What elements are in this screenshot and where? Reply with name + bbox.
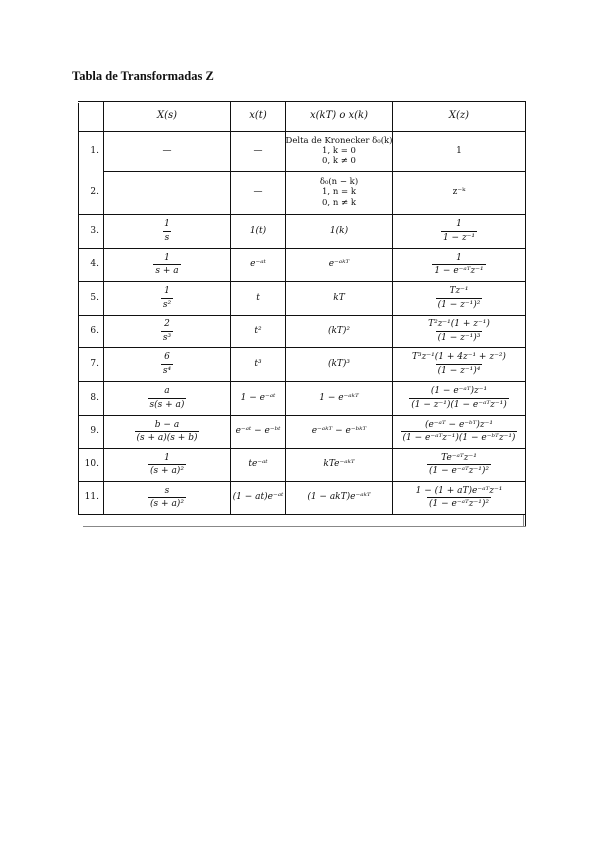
fraction-numerator: 2 xyxy=(164,319,170,330)
cell-xt: 1 − e⁻ᵃᵗ xyxy=(240,392,276,403)
cell-xs xyxy=(104,347,230,381)
fraction xyxy=(409,386,508,410)
cell-xz xyxy=(393,381,525,415)
row-number: 5. xyxy=(90,292,99,303)
fraction xyxy=(161,352,173,376)
cell-xz: z⁻ᵏ xyxy=(452,187,466,198)
fraction-numerator: 1 xyxy=(164,219,170,230)
cell-xk: e⁻ᵃᵏᵀ − e⁻ᵇᵏᵀ xyxy=(311,426,367,437)
row-number: 9. xyxy=(90,426,99,437)
fraction-denominator: (1 − z⁻¹)³ xyxy=(437,332,481,343)
row-number: 8. xyxy=(90,392,99,403)
cell-xt: t³ xyxy=(254,358,262,369)
fraction xyxy=(401,420,518,444)
cell-xt: — xyxy=(253,187,263,198)
cell-xs xyxy=(104,248,230,281)
fraction xyxy=(432,253,485,277)
fraction xyxy=(414,486,505,510)
fraction xyxy=(153,253,180,277)
cell-xk xyxy=(286,171,392,214)
header-xz: X(z) xyxy=(448,110,470,122)
cell-xs xyxy=(104,214,230,248)
case-line: 0, k ≠ 0 xyxy=(322,156,356,167)
cell-xs xyxy=(104,281,230,315)
fraction xyxy=(161,319,173,343)
fraction xyxy=(135,420,200,444)
header-xt: x(t) xyxy=(249,110,267,122)
cell-xk: 1(k) xyxy=(329,225,349,236)
fraction-denominator: s xyxy=(164,232,170,243)
fraction-numerator: T²z⁻¹(1 + z⁻¹) xyxy=(428,319,490,330)
cell-xz xyxy=(393,214,525,248)
cell-xk: 1 − e⁻ᵃᵏᵀ xyxy=(319,392,359,403)
cell-xk: kTe⁻ᵃᵏᵀ xyxy=(323,459,355,470)
row-number: 10. xyxy=(84,459,99,470)
row-number: 2. xyxy=(90,187,99,198)
fraction-numerator: b − a xyxy=(154,419,180,430)
fraction-denominator: s² xyxy=(162,299,172,310)
fraction-numerator: s xyxy=(164,485,170,496)
fraction xyxy=(148,486,186,510)
fraction-numerator: a xyxy=(164,386,170,397)
fraction-numerator: 1 xyxy=(164,252,170,263)
page-title: Tabla de Transformadas Z xyxy=(72,69,214,83)
fraction xyxy=(162,219,172,243)
cell-xk: e⁻ᵃᵏᵀ xyxy=(328,259,350,270)
fraction xyxy=(426,319,492,343)
cell-xt: 1(t) xyxy=(249,225,267,236)
cell-xk xyxy=(286,131,392,171)
cell-xz xyxy=(393,281,525,315)
fraction-denominator: (1 − z⁻¹)² xyxy=(437,299,481,310)
row-number: 7. xyxy=(90,358,99,369)
shifted-delta-label: δ₀(n − k) xyxy=(319,177,359,188)
row-number: 3. xyxy=(90,225,99,236)
cell-xz xyxy=(393,448,525,481)
fraction-numerator: Tz⁻¹ xyxy=(449,286,469,297)
cell-xz xyxy=(393,315,525,347)
row-number: 4. xyxy=(90,259,99,270)
fraction-numerator: (e⁻ᵃᵀ − e⁻ᵇᵀ)z⁻¹ xyxy=(424,419,494,430)
fraction xyxy=(410,352,508,376)
cell-xt: t xyxy=(256,292,260,303)
cell-xt: e⁻ᵃᵗ − e⁻ᵇᵗ xyxy=(235,426,281,437)
fraction-denominator: 1 − z⁻¹ xyxy=(442,232,476,243)
fraction-numerator: 1 xyxy=(164,452,170,463)
fraction-denominator: (1 − e⁻ᵃᵀz⁻¹)(1 − e⁻ᵇᵀz⁻¹) xyxy=(402,433,516,443)
fraction-denominator: s + a xyxy=(155,266,179,276)
fraction xyxy=(148,453,186,477)
fraction-denominator: (s + a)(s + b) xyxy=(136,433,198,443)
fraction-denominator: 1 − e⁻ᵃᵀz⁻¹ xyxy=(434,266,484,276)
fraction-denominator: (s + a)² xyxy=(150,466,184,476)
row-number: 6. xyxy=(90,325,99,336)
cell-xz xyxy=(393,415,525,448)
header-xk: x(kT) o x(k) xyxy=(309,110,369,122)
cell-xz xyxy=(393,347,525,381)
cell-xs xyxy=(104,171,230,214)
fraction xyxy=(441,219,477,243)
cell-xt: (1 − at)e⁻ᵃᵗ xyxy=(232,492,284,503)
cell-xt: t² xyxy=(254,325,262,336)
fraction xyxy=(161,286,173,310)
cell-xt: — xyxy=(253,145,263,156)
fraction-numerator: Te⁻ᵃᵀz⁻¹ xyxy=(441,452,477,463)
fraction-denominator: (s + a)² xyxy=(150,499,184,509)
cell-xk: kT xyxy=(333,292,345,303)
fraction-denominator: (1 − e⁻ᵃᵀz⁻¹)² xyxy=(429,466,489,476)
cell-xz xyxy=(393,248,525,281)
cell-xs: — xyxy=(162,145,172,156)
fraction-denominator: (1 − z⁻¹)⁴ xyxy=(437,365,481,376)
fraction-denominator: (1 − e⁻ᵃᵀz⁻¹)² xyxy=(429,499,489,509)
fraction-numerator: (1 − e⁻ᵃᵀ)z⁻¹ xyxy=(430,386,488,397)
kronecker-delta-label: Delta de Kronecker δ₀(k) xyxy=(285,135,393,146)
fraction-numerator: 6 xyxy=(164,352,170,363)
fraction xyxy=(148,386,187,410)
case-line: 0, n ≠ k xyxy=(322,197,356,208)
fraction-numerator: 1 xyxy=(456,219,462,230)
row-number: 1. xyxy=(90,145,99,156)
fraction-numerator: T³z⁻¹(1 + 4z⁻¹ + z⁻²) xyxy=(412,352,506,363)
case-line: 1, k = 0 xyxy=(322,145,356,156)
cell-xt: te⁻ᵃᵗ xyxy=(248,459,268,470)
fraction-denominator: s⁴ xyxy=(162,365,172,376)
fraction xyxy=(436,286,483,310)
cell-xk: (1 − akT)e⁻ᵃᵏᵀ xyxy=(307,492,371,503)
fraction-denominator: (1 − z⁻¹)(1 − e⁻ᵃᵀz⁻¹) xyxy=(411,399,507,410)
fraction xyxy=(427,453,491,477)
cell-xs xyxy=(104,315,230,347)
cell-xs xyxy=(104,448,230,481)
fraction-numerator: 1 xyxy=(164,286,170,297)
row-number: 11. xyxy=(84,492,99,503)
cell-xs xyxy=(104,481,230,514)
fraction-denominator: s³ xyxy=(162,332,172,343)
case-line: 1, n = k xyxy=(322,187,356,198)
fraction-numerator: 1 xyxy=(456,252,462,263)
fraction-denominator: s(s + a) xyxy=(149,399,185,410)
cell-xs xyxy=(104,415,230,448)
cell-xk: (kT)³ xyxy=(327,358,351,369)
fraction-numerator: 1 − (1 + aT)e⁻ᵃᵀz⁻¹ xyxy=(415,485,503,496)
cell-xz xyxy=(393,481,525,514)
header-xs: X(s) xyxy=(156,110,178,122)
cell-xs xyxy=(104,381,230,415)
cell-xz: 1 xyxy=(456,145,462,156)
z-transform-table xyxy=(78,101,526,528)
cell-xk: (kT)² xyxy=(327,325,351,336)
cell-xt: e⁻ᵃᵗ xyxy=(250,259,266,270)
